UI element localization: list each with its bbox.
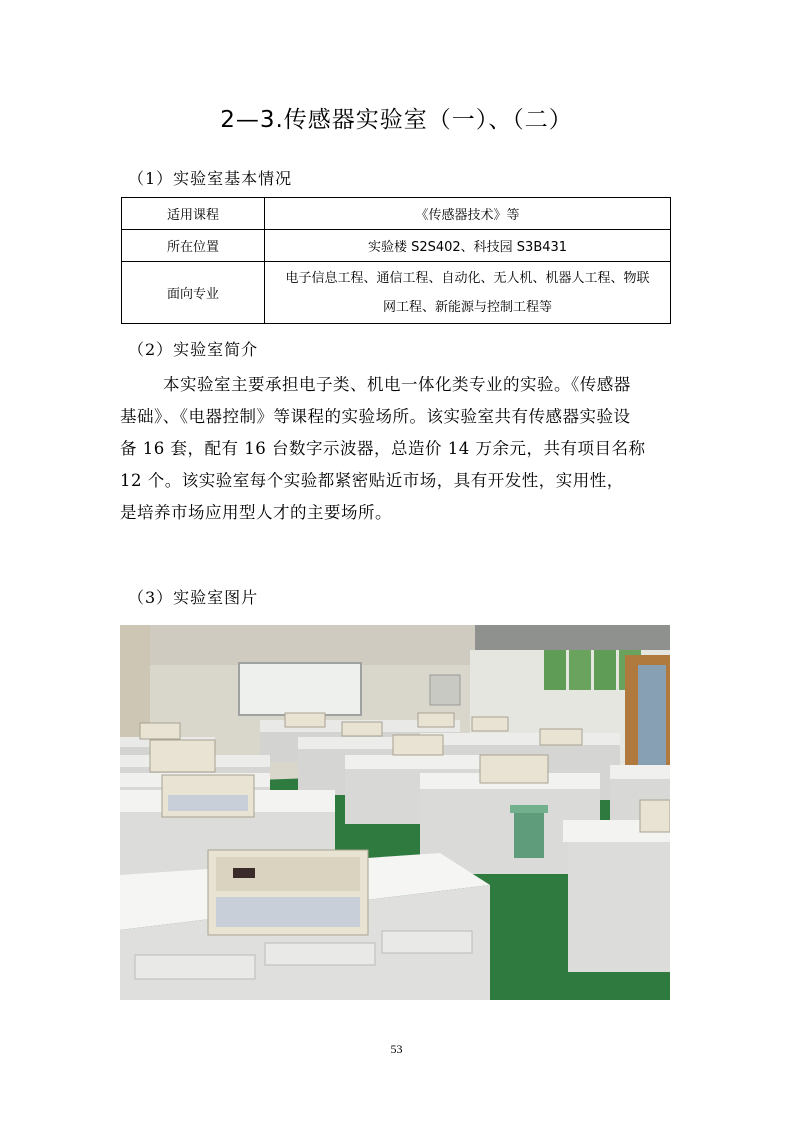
table-row [122,230,671,262]
lab-info-table [121,197,671,324]
table-value-cell [265,262,671,324]
table-value-line: 网工程、新能源与控制工程等 [382,299,552,315]
table-value-cell: 《传感器技术》等 [265,198,671,230]
table-key-cell: 所在位置 [122,230,265,262]
page-number: 53 [390,1042,403,1056]
table-key-cell: 面向专业 [122,262,265,324]
page-title: 2—3.传感器实验室（一）、（二） [220,107,573,133]
section-heading-photos: （3）实验室图片 [128,588,259,607]
paragraph-line: 基础》、《电器控制》等课程的实验场所。该实验室共有传感器实验设 [120,407,631,426]
paragraph-line: 备 16 套，配有 16 台数字示波器，总造价 14 万余元，共有项目名称 [120,439,646,458]
table-row [122,198,671,230]
intro-paragraph [120,369,672,529]
table-key-cell: 适用课程 [122,198,265,230]
table-value-cell: 实验楼 S2S402、科技园 S3B431 [265,230,671,262]
table-value-line: 电子信息工程、通信工程、自动化、无人机、机器人工程、物联 [285,270,650,286]
paragraph-line: 12 个。该实验室每个实验都紧密贴近市场，具有开发性，实用性， [120,471,624,490]
lab-photo [120,625,670,1000]
paragraph-line: 是培养市场应用型人才的主要场所。 [120,503,392,522]
section-heading-intro: （2）实验室简介 [128,340,259,359]
table-row [122,262,671,324]
paragraph-line: 本实验室主要承担电子类、机电一体化类专业的实验。《传感器 [163,375,631,394]
section-heading-basic-info: （1）实验室基本情况 [128,169,293,188]
